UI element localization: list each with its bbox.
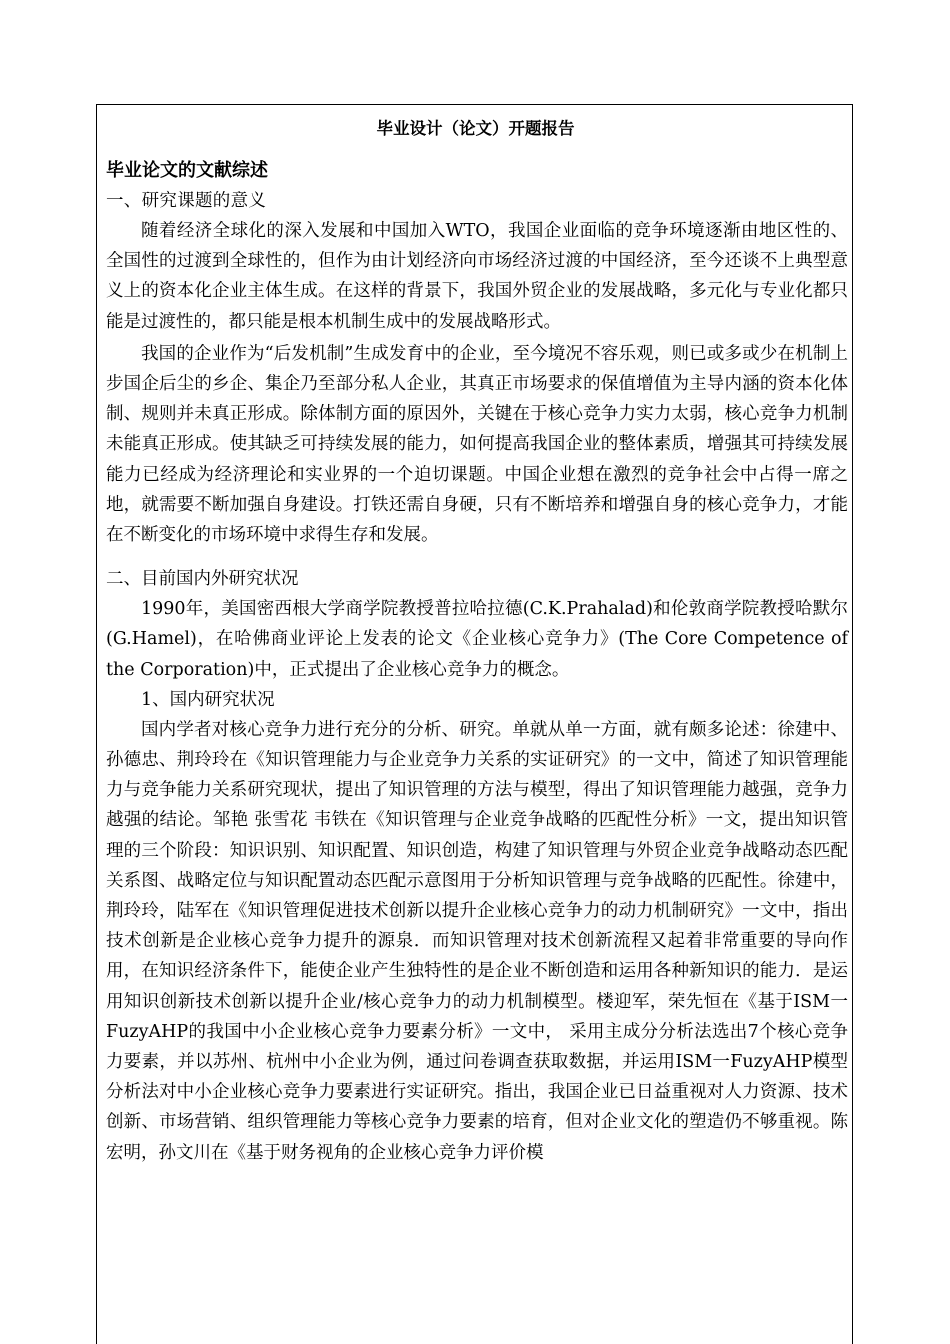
section1-paragraph-1: 随着经济全球化的深入发展和中国加入WTO，我国企业面临的竞争环境逐渐由地区性的、全国性的过渡到全球性的，但作为由计划经济向市场经济过渡的中国经济，至今还谈不上典型意义上的资本化企业主体生成。在这样的背景下，我国外贸企业的发展战略，多元化与专业化都只能是过渡性的，都只能是根本机制生成中的发展战略形式。: [106, 221, 848, 332]
section2-heading: 二、目前国内外研究状况: [106, 569, 299, 590]
section1-heading: 一、研究课题的意义: [106, 191, 267, 211]
review-heading: 毕业论文的文献综述: [106, 160, 268, 181]
report-content: [106, 112, 848, 1168]
domestic-research-body: 国内学者对核心竞争力进行充分的分析、研究。单就从单一方面，就有颇多论述：徐建中、孙德忠、荆玲玲在《知识管理能力与企业竞争力关系的实证研究》的一文中，简述了知识管理能力与竞争能力关系研究现状，提出了知识管理的方法与模型，得出了知识管理能力越强，竞争力越强的结论。邹艳 张雪花 韦铁在《知识管理与企业竞争战略的匹配性分析》一文，提出知识管理的三个阶段：知识识别、知识配置、知识创造，构建了知识管理与外贸企业竞争战略动态匹配关系图、战略定位与知识配置动态匹配示意图用于分析知识管理与竞争战略的匹配性。徐建中，荆玲玲，陆军在《知识管理促进技术创新以提升企业核心竞争力的动力机制研究》一文中，指出技术创新是企业核心竞争力提升的源泉．而知识管理对技术创新流程又起着非常重要的导向作用，在知识经济条件下，能使企业产生独特性的是企业不断创造和运用各种新知识的能力．是运用知识创新技术创新以提升企业/核心竞争力的动力机制模型。楼迎军，荣先恒在《基于ISM一FuzyAHP的我国中小企业核心竞争力要素分析》一文中， 采用主成分分析法选出7个核心竞争力要素，并以苏州、杭州中小企业为例，通过问卷调查获取数据，并运用ISM一FuzyAHP模型分析法对中小企业核心竞争力要素进行实证研究。指出，我国企业已日益重视对人力资源、技术创新、市场营销、组织管理能力等核心竞争力要素的培育，但对企业文化的塑造仍不够重视。陈宏明，孙文川在《基于财务视角的企业核心竞争力评价模: [106, 719, 848, 1163]
report-title: 毕业设计（论文）开题报告: [376, 119, 575, 138]
domestic-research-heading: 1、国内研究状况: [141, 689, 275, 710]
section1-paragraph-2: 我国的企业作为“后发机制”生成发育中的企业，至今境况不容乐观，则已或多或少在机制上步国企后尘的乡企、集企乃至部分私人企业，其真正市场要求的保值增值为主导内涵的资本化体制、规则并未真正形成。除体制方面的原因外，关键在于核心竞争力实力太弱，核心竞争力机制未能真正形成。使其缺乏可持续发展的能力，如何提高我国企业的整体素质，增强其可持续发展能力已经成为经济理论和实业界的一个迫切课题。中国企业想在激烈的竞争社会中占得一席之地，就需要不断加强自身建设。打铁还需自身硬，只有不断培养和增强自身的核心竞争力，才能在不断变化的市场环境中求得生存和发展。: [106, 343, 848, 546]
section2-intro: 1990年，美国密西根大学商学院教授普拉哈拉德(C.K.Prahalad)和伦敦商学院教授哈默尔(G.Hamel)，在哈佛商业评论上发表的论文《企业核心竞争力》(The Core Competence of the Corporation)中，正式提出了企业核心竞争力的概念。: [106, 599, 848, 680]
